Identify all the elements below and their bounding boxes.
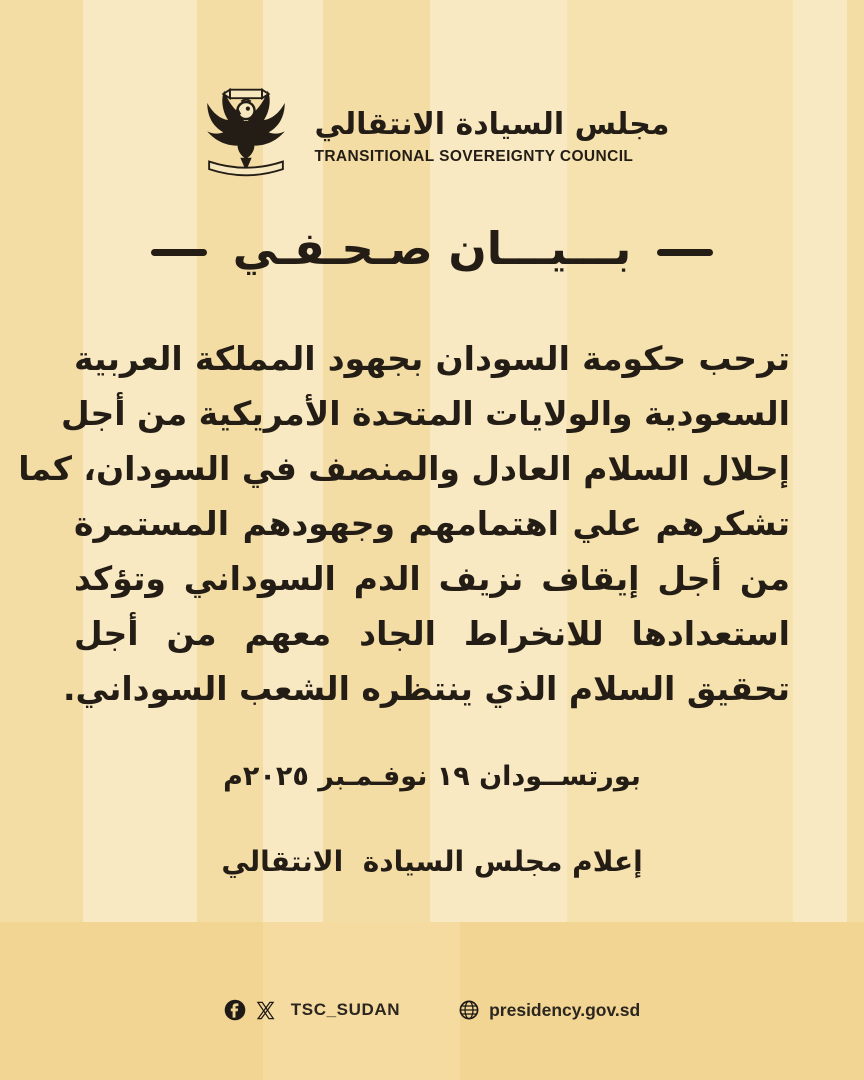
statement-line: ترحب حكومة السودان بجهود المملكة العربية [74,339,790,378]
x-icon [255,1000,276,1021]
statement-line: إحلال السلام العادل والمنصف في السودان، كما [18,449,790,488]
statement-body [18,331,790,716]
org-name-english: TRANSITIONAL SOVEREIGNTY COUNCIL [314,148,634,165]
statement-line: استعدادها للانخراط الجاد معهم من أجل [74,614,790,653]
statement-title: بـــيـــان صـحـفـي [232,222,632,275]
statement-line: تشكرهم علي اهتمامهم وجهودهم المستمرة [74,504,790,543]
facebook-icon [224,999,246,1021]
org-names [314,108,669,166]
social-handle-group [224,999,400,1021]
header [0,86,864,188]
footer [0,999,864,1021]
statement-line: السعودية والولايات المتحدة الأمريكية من أجل [60,394,790,433]
website-group [458,999,640,1021]
statement-line: من أجل إيقاف نزيف الدم السوداني وتؤكد [74,559,790,598]
statement-title-row [0,222,864,279]
social-handle-text: TSC_SUDAN [290,1000,401,1019]
statement-date: بورتســودان ١٩ نوفـمـبر ٢٠٢٥م [223,761,641,792]
statement-attribution: إعلام مجلس السيادة الانتقالي [221,845,643,878]
title-dash-left [151,249,207,256]
statement-line: تحقيق السلام الذي ينتظره الشعب السوداني. [63,669,790,708]
globe-icon [458,999,480,1021]
website-text: presidency.gov.sd [489,999,641,1020]
sudan-emblem-logo [194,86,298,188]
title-dash-right [657,249,713,256]
org-name-arabic: مجلس السيادة الانتقالي [314,107,670,142]
